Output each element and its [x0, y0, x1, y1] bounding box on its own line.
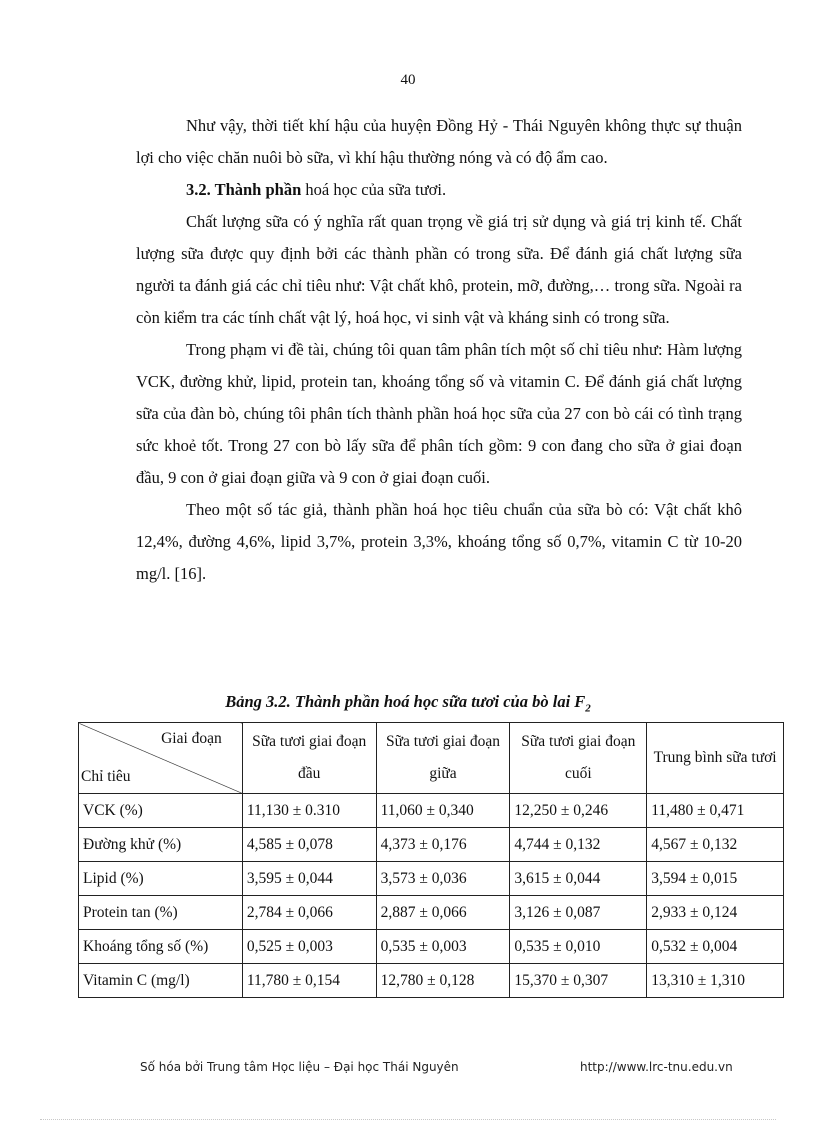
table-cell: 15,370 ± 0,307	[510, 964, 647, 998]
section-heading-bold: 3.2. Thành phần	[186, 180, 302, 199]
footer-source: Số hóa bởi Trung tâm Học liệu – Đại học Thái Nguyên	[140, 1060, 459, 1074]
table-cell: 0,532 ± 0,004	[647, 930, 784, 964]
table-caption-subscript: 2	[585, 702, 591, 715]
column-header: Trung bình sữa tươi	[647, 723, 784, 794]
table-cell: 11,480 ± 0,471	[647, 794, 784, 828]
table-cell: 3,615 ± 0,044	[510, 862, 647, 896]
table-cell: 12,780 ± 0,128	[376, 964, 510, 998]
row-label: Vitamin C (mg/l)	[79, 964, 243, 998]
footer-divider	[40, 1119, 776, 1120]
table-cell: 4,585 ± 0,078	[242, 828, 376, 862]
table-row	[79, 828, 784, 862]
table-cell: 2,933 ± 0,124	[647, 896, 784, 930]
table-cell: 3,595 ± 0,044	[242, 862, 376, 896]
body-text	[136, 110, 742, 590]
table-cell: 11,060 ± 0,340	[376, 794, 510, 828]
row-label: Lipid (%)	[79, 862, 243, 896]
table-cell: 0,535 ± 0,010	[510, 930, 647, 964]
table-cell: 3,126 ± 0,087	[510, 896, 647, 930]
table-cell: 4,744 ± 0,132	[510, 828, 647, 862]
row-label: Protein tan (%)	[79, 896, 243, 930]
table-row	[79, 794, 784, 828]
row-label: Khoáng tổng số (%)	[79, 930, 243, 964]
table-row	[79, 862, 784, 896]
paragraph-standard: Theo một số tác giả, thành phần hoá học tiêu chuẩn của sữa bò có: Vật chất khô 12,4%, đường 4,6%, lipid 3,7%, protein 3,3%, khoáng tổng số 0,7%, vitamin C từ 10-20 mg/l. [16].	[136, 500, 742, 583]
table-caption-text: Bảng 3.2. Thành phần hoá học sữa tươi của bò lai F	[225, 692, 586, 711]
table-cell: 0,535 ± 0,003	[376, 930, 510, 964]
table-row	[79, 964, 784, 998]
table-corner-header	[79, 723, 243, 794]
column-header: Sữa tươi giai đoạn giữa	[376, 723, 510, 794]
paragraph-milk-quality: Chất lượng sữa có ý nghĩa rất quan trọng về giá trị sử dụng và giá trị kinh tế. Chất lượng sữa được quy định bởi các thành phần có trong sữa. Để đánh giá chất lượng sữa người ta đánh giá các chỉ tiêu như: Vật chất khô, protein, mỡ, đường,… trong sữa. Ngoài ra còn kiểm tra các tính chất vật lý, hoá học, vi sinh vật và kháng sinh có trong sữa.	[136, 212, 742, 327]
paragraph-climate: Như vậy, thời tiết khí hậu của huyện Đồng Hỷ - Thái Nguyên không thực sự thuận lợi cho việc chăn nuôi bò sữa, vì khí hậu thường nóng và có độ ẩm cao.	[136, 116, 742, 167]
table-cell: 13,310 ± 1,310	[647, 964, 784, 998]
table-caption	[0, 692, 816, 714]
column-header: Sữa tươi giai đoạn đầu	[242, 723, 376, 794]
section-heading-rest: hoá học của sữa tươi.	[301, 180, 447, 199]
table-cell: 0,525 ± 0,003	[242, 930, 376, 964]
milk-composition-table	[78, 722, 784, 998]
table-cell: 12,250 ± 0,246	[510, 794, 647, 828]
table-cell: 11,780 ± 0,154	[242, 964, 376, 998]
corner-stage-label: Giai đoạn	[161, 730, 222, 747]
table-cell: 4,373 ± 0,176	[376, 828, 510, 862]
paragraph-scope: Trong phạm vi đề tài, chúng tôi quan tâm phân tích một số chỉ tiêu như: Hàm lượng VCK, đường khử, lipid, protein tan, khoáng tổng số và vitamin C. Để đánh giá chất lượng sữa của đàn bò, chúng tôi phân tích thành phần hoá học sữa của 27 con bò cái có tình trạng sức khoẻ tốt. Trong 27 con bò lấy sữa để phân tích gồm: 9 con đang cho sữa ở giai đoạn đầu, 9 con ở giai đoạn giữa và 9 con ở giai đoạn cuối.	[136, 340, 742, 487]
row-label: Đường khử (%)	[79, 828, 243, 862]
table-cell: 11,130 ± 0.310	[242, 794, 376, 828]
column-header: Sữa tươi giai đoạn cuối	[510, 723, 647, 794]
table-cell: 2,784 ± 0,066	[242, 896, 376, 930]
table-cell: 2,887 ± 0,066	[376, 896, 510, 930]
section-heading	[136, 174, 742, 206]
row-label: VCK (%)	[79, 794, 243, 828]
footer-url-link[interactable]: http://www.lrc-tnu.edu.vn	[580, 1060, 733, 1074]
table-row	[79, 930, 784, 964]
page-number: 40	[400, 72, 416, 88]
corner-criteria-label: Chỉ tiêu	[81, 768, 131, 785]
table-row	[79, 896, 784, 930]
table-cell: 3,573 ± 0,036	[376, 862, 510, 896]
table-cell: 3,594 ± 0,015	[647, 862, 784, 896]
table-cell: 4,567 ± 0,132	[647, 828, 784, 862]
table-header-row	[79, 723, 784, 794]
